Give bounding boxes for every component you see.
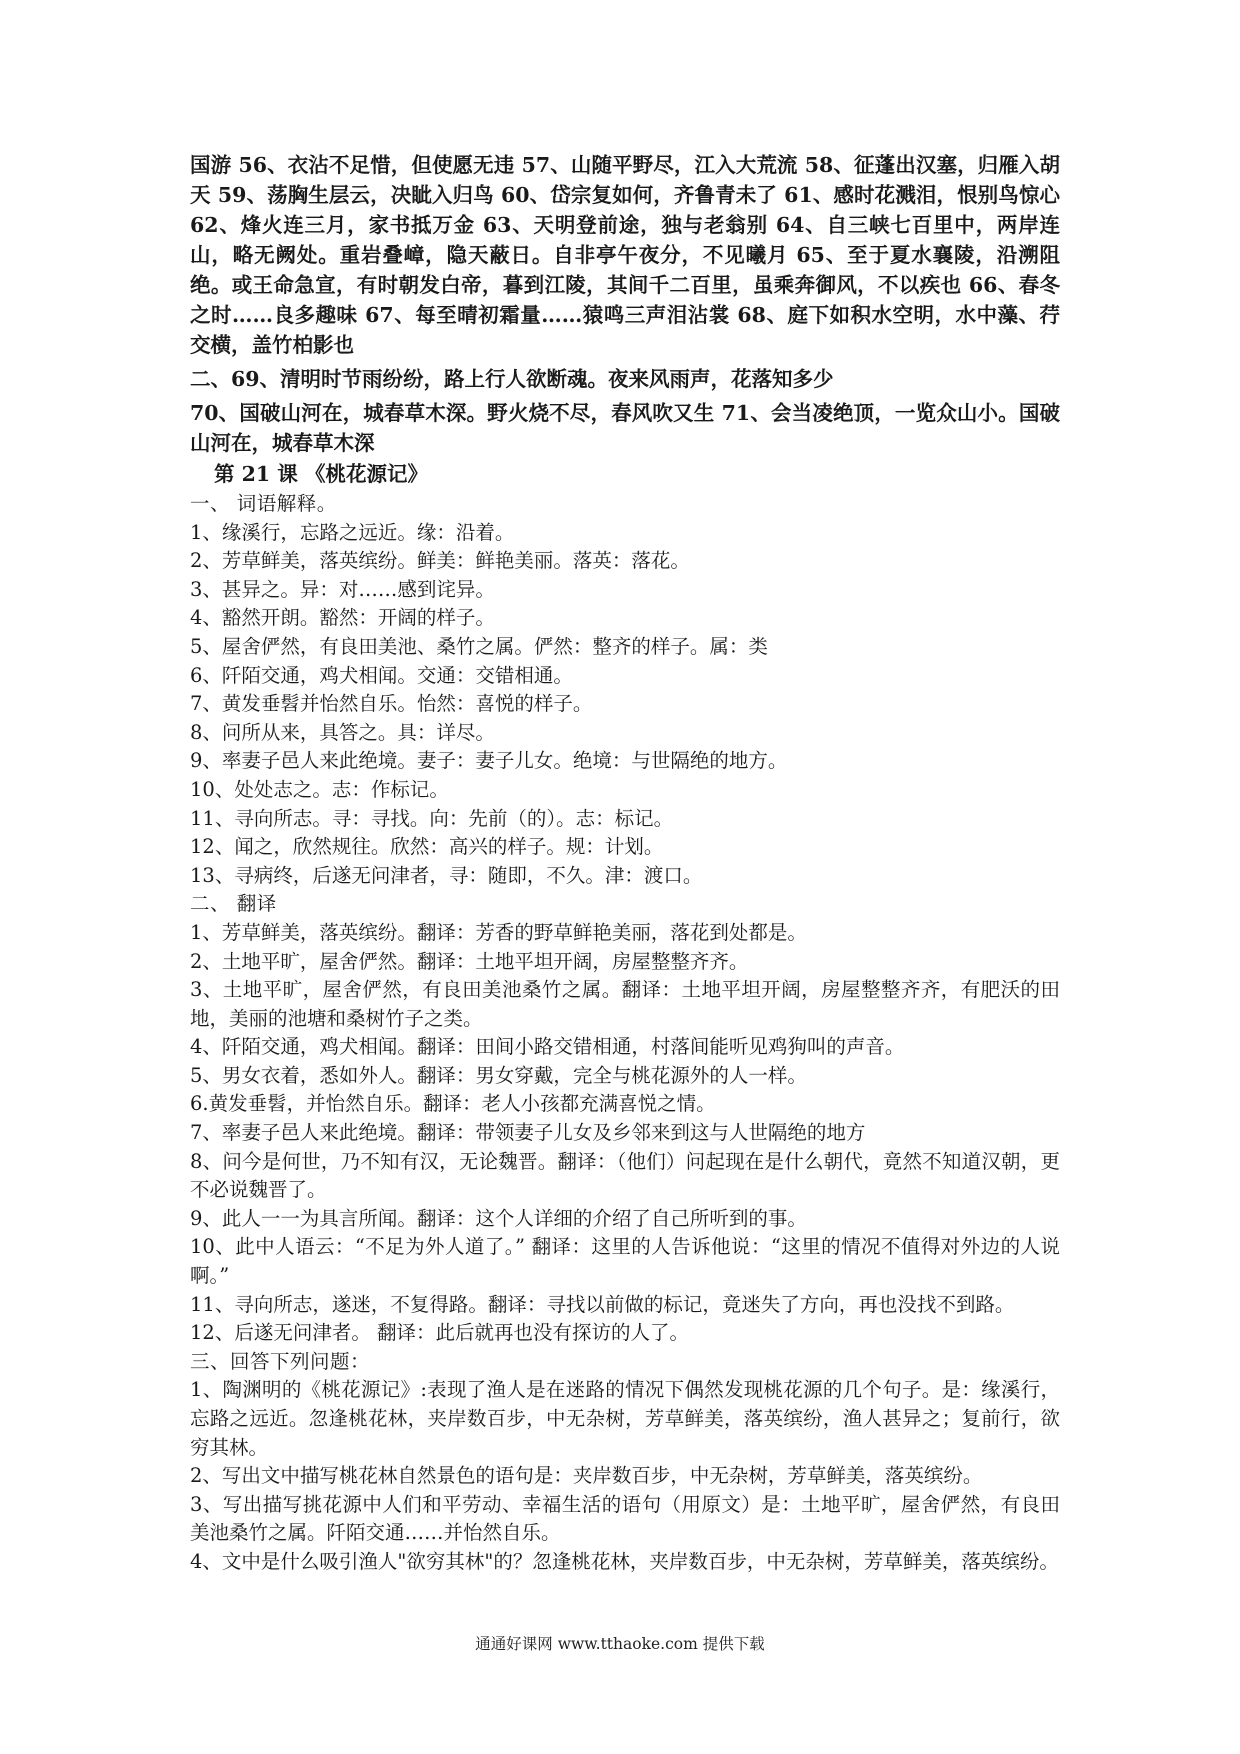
question-item: 3、写出描写挑花源中人们和平劳动、幸福生活的语句（用原文）是：土地平旷，屋舍俨然，有良田美池桑竹之属。阡陌交通……并怡然自乐。 (190, 1492, 1060, 1545)
poetry-review-block (190, 150, 1060, 458)
vocab-item: 9、率妻子邑人来此绝境。妻子：妻子儿女。绝境：与世隔绝的地方。 (190, 749, 788, 773)
translation-item: 4、阡陌交通，鸡犬相闻。翻译：田间小路交错相通，村落间能听见鸡狗叫的声音。 (190, 1035, 905, 1059)
translation-item: 12、后遂无问津者。 翻译：此后就再也没有探访的人了。 (190, 1321, 690, 1345)
vocab-item: 10、处处志之。志：作标记。 (190, 777, 449, 801)
review-paragraph-1: 国游 56、衣沾不足惜，但使愿无违 57、山随平野尽，江入大荒流 58、征蓬出汉塞，归雁入胡天 59、荡胸生层云，决眦入归鸟 60、岱宗复如何，齐鲁青未了 61、感时花溅泪，恨别鸟惊心 62、烽火连三月，家书抵万金 63、天明登前途，独与老翁别 64、自三峡七百里中，两岸连山，略无阙处。重岩叠嶂，隐天蔽日。自非亭午夜分，不见曦月 65、至于夏水襄陵，沿溯阻绝。或王命急宣，有时朝发白帝，暮到江陵，其间千二百里，虽乘奔御风，不以疾也 66、春冬之时……良多趣味 67、每至晴初霜量……猿鸣三声泪沾裳 68、庭下如积水空明，水中藻、荇交横，盖竹柏影也 (190, 153, 1060, 357)
vocab-item: 11、寻向所志。寻：寻找。向：先前（的）。志：标记。 (190, 806, 674, 830)
vocab-item: 3、甚异之。异：对……感到诧异。 (190, 577, 495, 601)
translation-item: 10、此中人语云：“不足为外人道了。” 翻译：这里的人告诉他说：“这里的情况不值得对外边的人说啊。” (190, 1235, 1060, 1288)
question-item: 2、写出文中描写桃花林自然景色的语句是：夹岸数百步，中无杂树，芳草鲜美，落英缤纷。 (190, 1464, 983, 1488)
vocab-item: 2、芳草鲜美，落英缤纷。鲜美：鲜艳美丽。落英：落花。 (190, 549, 690, 573)
translation-item: 2、土地平旷，屋舍俨然。翻译：土地平坦开阔，房屋整整齐齐。 (190, 949, 749, 973)
vocab-item: 12、闻之，欣然规往。欣然：高兴的样子。规：计划。 (190, 835, 664, 859)
section-heading-translation: 二、 翻译 (190, 892, 277, 916)
vocab-item: 4、豁然开朗。豁然：开阔的样子。 (190, 606, 495, 630)
translation-item: 5、男女衣着，悉如外人。翻译：男女穿戴，完全与桃花源外的人一样。 (190, 1063, 807, 1087)
vocab-item: 1、缘溪行，忘路之远近。缘：沿着。 (190, 520, 515, 544)
question-item: 4、文中是什么吸引渔人"欲穷其林"的？忽逢桃花林，夹岸数百步，中无杂树，芳草鲜美，落英缤纷。 (190, 1549, 1059, 1573)
section-heading-questions: 三、回答下列问题： (190, 1349, 371, 1373)
vocab-item: 6、阡陌交通，鸡犬相闻。交通：交错相通。 (190, 663, 573, 687)
translation-item: 6.黄发垂髫，并怡然自乐。翻译：老人小孩都充满喜悦之情。 (190, 1092, 716, 1116)
translation-item: 1、芳草鲜美，落英缤纷。翻译：芳香的野草鲜艳美丽，落花到处都是。 (190, 920, 807, 944)
page-footer: 通通好课网 www.tthaoke.com 提供下载 (475, 1635, 765, 1653)
vocab-item: 13、寻病终，后遂无问津者，寻：随即，不久。津：渡口。 (190, 863, 703, 887)
review-paragraph-2: 二、69、清明时节雨纷纷，路上行人欲断魂。夜来风雨声，花落知多少 (190, 367, 834, 391)
document-page (190, 150, 1060, 1577)
review-paragraph-3: 70、国破山河在，城春草木深。野火烧不尽，春风吹又生 71、会当凌绝顶，一览众山小。国破山河在，城春草木深 (190, 401, 1060, 455)
translation-item: 3、土地平旷，屋舍俨然，有良田美池桑竹之属。翻译：土地平坦开阔，房屋整整齐齐，有肥沃的田地，美丽的池塘和桑树竹子之类。 (190, 978, 1060, 1030)
translation-item: 8、问今是何世，乃不知有汉，无论魏晋。翻译：（他们）问起现在是什么朝代，竟然不知道汉朝，更不必说魏晋了。 (190, 1149, 1060, 1202)
translation-item: 7、率妻子邑人来此绝境。翻译：带领妻子儿女及乡邻来到这与人世隔绝的地方 (190, 1121, 866, 1145)
vocab-item: 8、问所从来，具答之。具：详尽。 (190, 720, 495, 744)
lesson-body (190, 490, 1060, 1577)
translation-item: 9、此人一一为具言所闻。翻译：这个人详细的介绍了自己所听到的事。 (190, 1206, 807, 1230)
question-item: 1、陶渊明的《桃花源记》:表现了渔人是在迷路的情况下偶然发现桃花源的几个句子。是：缘溪行，忘路之远近。忽逢桃花林，夹岸数百步，中无杂树，芳草鲜美，落英缤纷，渔人甚异之；复前行，欲穷其林。 (190, 1378, 1060, 1459)
vocab-item: 7、黄发垂髫并怡然自乐。怡然：喜悦的样子。 (190, 692, 593, 716)
lesson-title: 第 21 课 《桃花源记》 (214, 462, 428, 486)
vocab-item: 5、屋舍俨然，有良田美池、桑竹之属。俨然：整齐的样子。属：类 (190, 634, 768, 658)
translation-item: 11、寻向所志，遂迷，不复得路。翻译：寻找以前做的标记，竟迷失了方向，再也没找不到路。 (190, 1292, 1015, 1316)
section-heading-vocabulary: 一、 词语解释。 (190, 492, 337, 515)
